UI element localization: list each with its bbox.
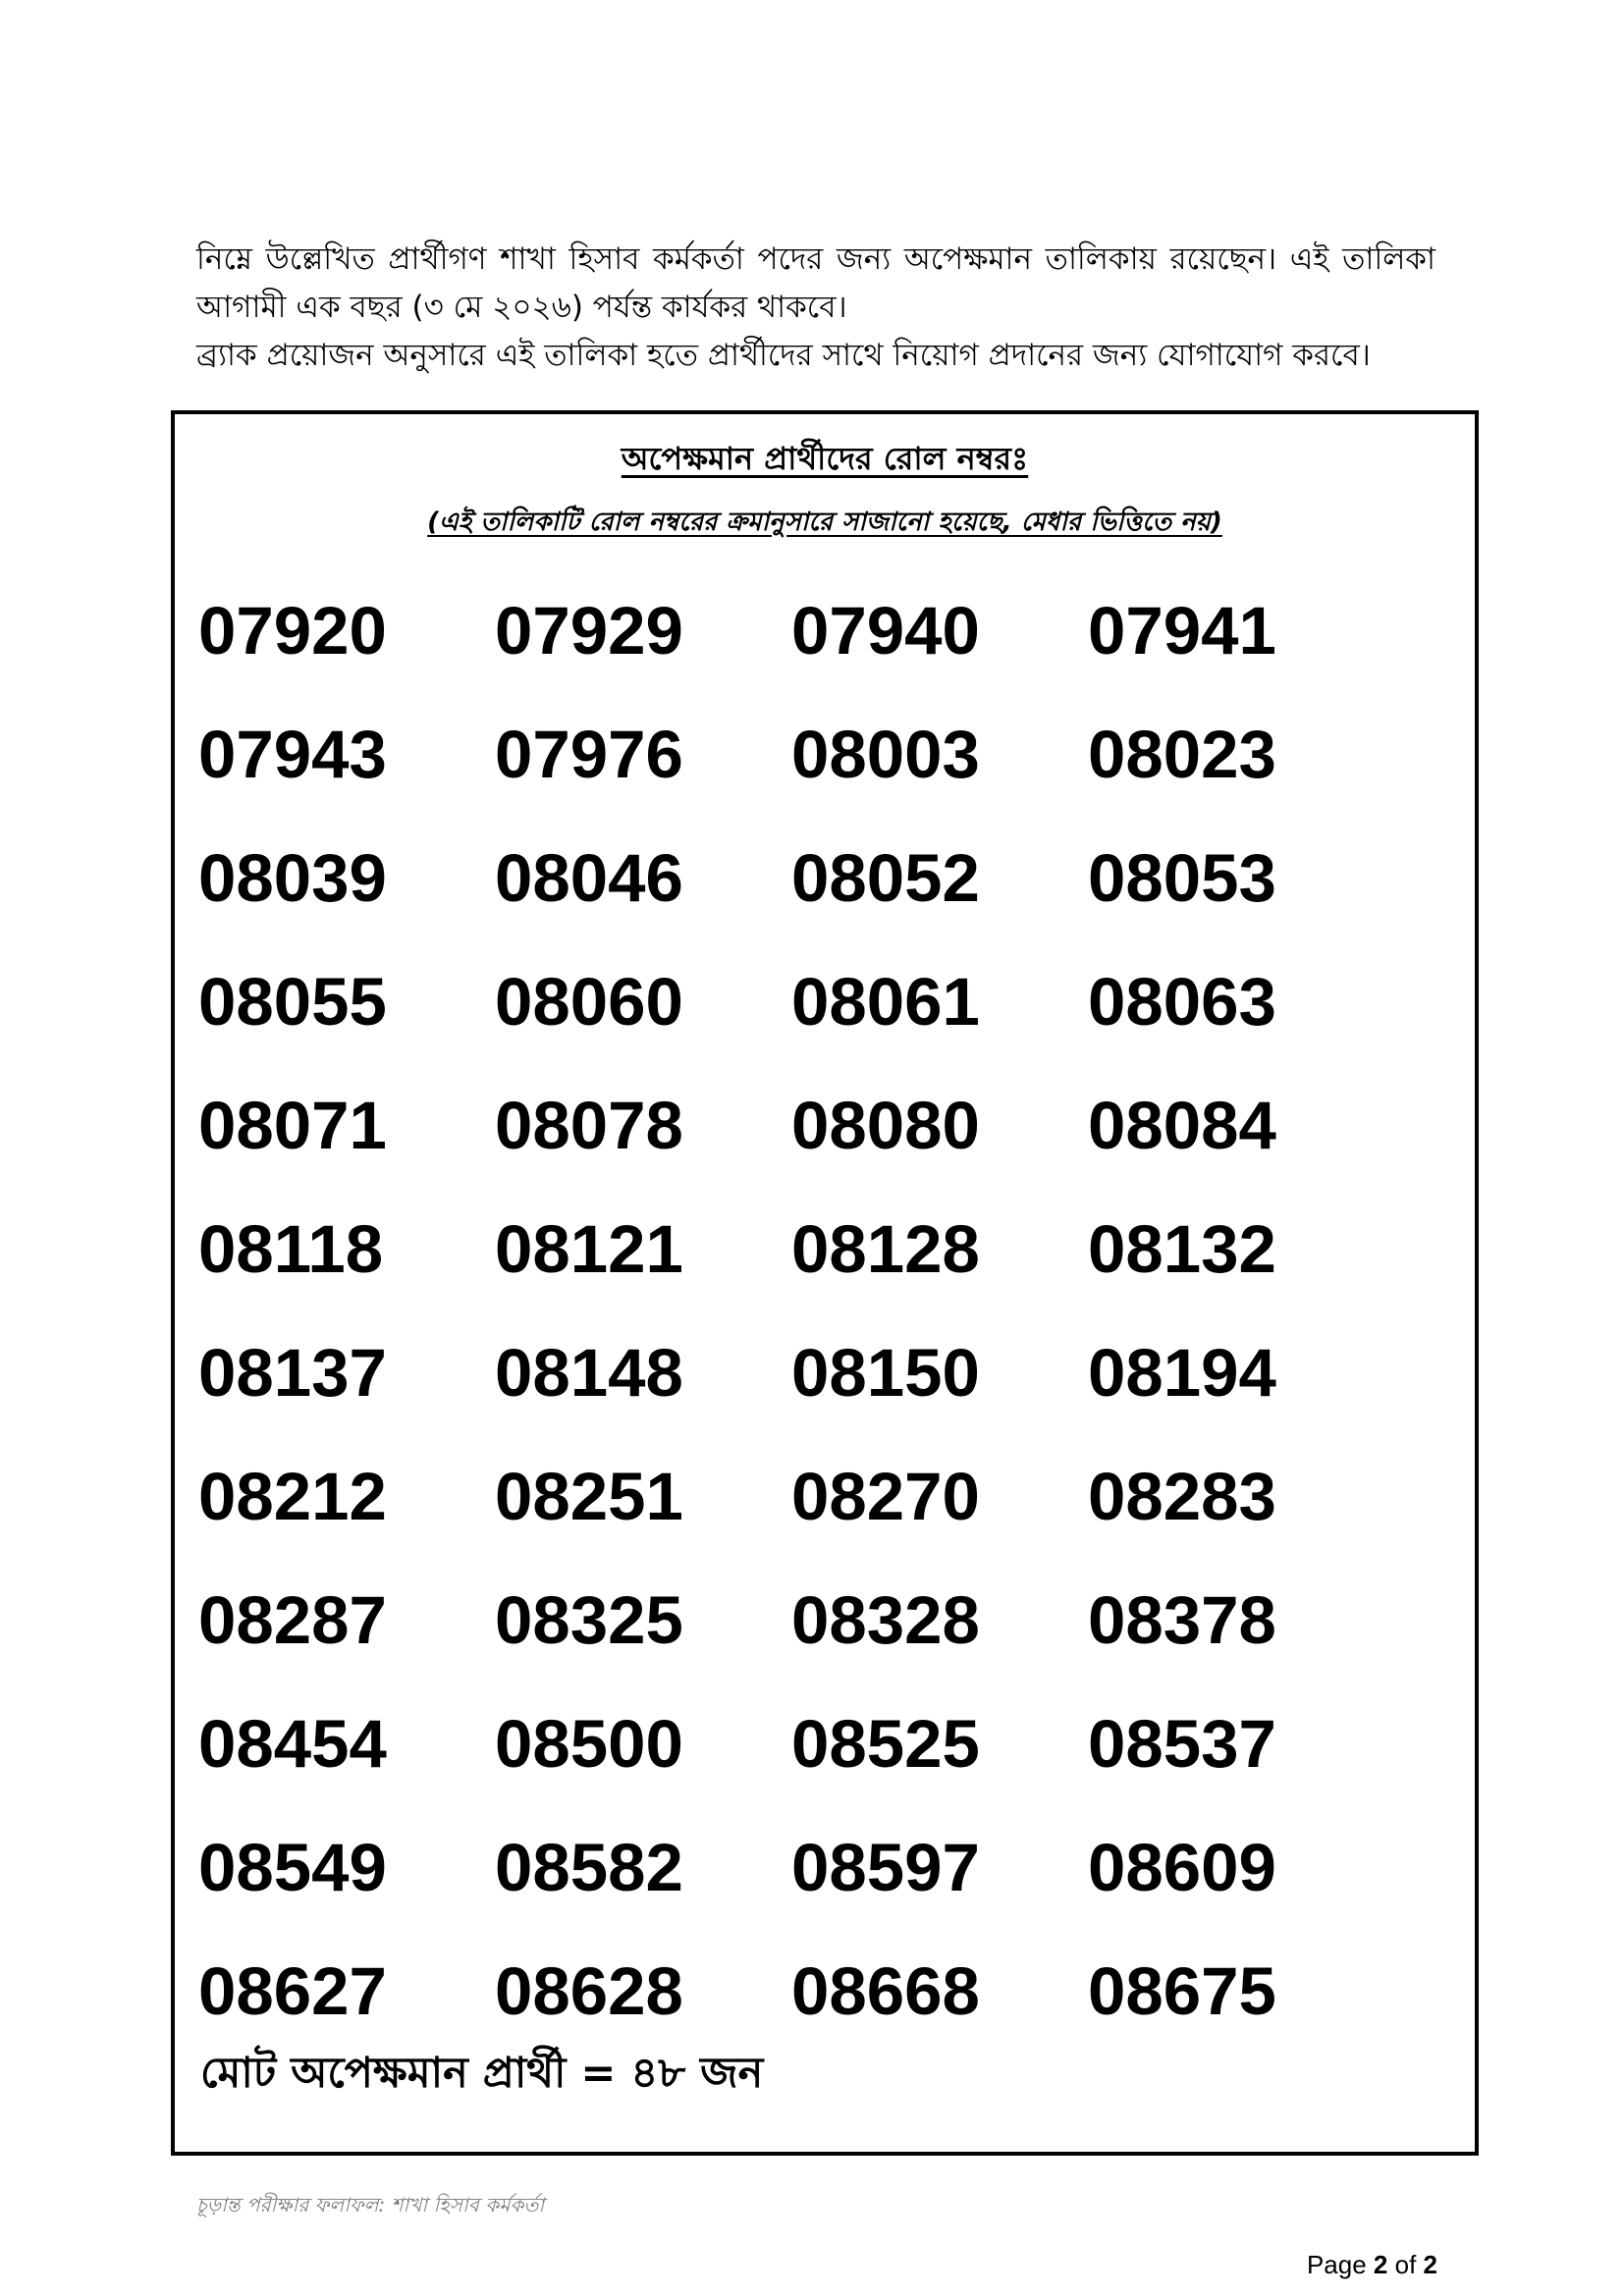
roll-number: 08287: [198, 1582, 387, 1658]
roll-number: 08053: [1088, 840, 1276, 916]
roll-number: 08251: [495, 1459, 683, 1534]
roll-number: 08055: [198, 964, 387, 1040]
waitlist-total: মোট অপেক্ষমান প্রার্থী = ৪৮ জন: [200, 2049, 764, 2098]
roll-number: 08084: [1088, 1088, 1276, 1163]
roll-number: 07940: [791, 593, 980, 668]
roll-number: 08454: [198, 1706, 387, 1782]
roll-number: 07920: [198, 593, 387, 668]
roll-number: 08150: [791, 1335, 980, 1411]
roll-number: 08328: [791, 1582, 980, 1658]
roll-number: 08668: [791, 1953, 980, 2029]
roll-number: 08525: [791, 1706, 980, 1782]
roll-number: 08132: [1088, 1211, 1276, 1287]
roll-number: 08549: [198, 1830, 387, 1905]
intro-paragraph-validity: নিম্নে উল্লেখিত প্রার্থীগণ শাখা হিসাব কর্মকর্তা পদের জন্য অপেক্ষমান তালিকায় রয়েছেন। এই তালিকা আগামী এক বছর (৩ মে ২০২৬) পর্যন্ত কার্যকর থাকবে।: [196, 241, 1435, 325]
roll-number: 08537: [1088, 1706, 1276, 1782]
roll-number: 08023: [1088, 717, 1276, 792]
roll-number: 08118: [198, 1211, 384, 1287]
roll-number: 08128: [791, 1211, 980, 1287]
roll-number: 08080: [791, 1088, 980, 1163]
roll-number: 08194: [1088, 1335, 1276, 1411]
roll-number: 08060: [495, 964, 683, 1040]
page-number: Page 2 of 2: [1306, 2250, 1437, 2279]
roll-number: 08078: [495, 1088, 683, 1163]
roll-number: 08121: [495, 1211, 683, 1287]
roll-number: 07943: [198, 717, 387, 792]
roll-number: 08628: [495, 1953, 683, 2029]
intro-text: [196, 236, 1435, 380]
roll-number: 08627: [198, 1953, 387, 2029]
roll-number: 08500: [495, 1706, 683, 1782]
footer-note: চূড়ান্ত পরীক্ষার ফলাফল: শাখা হিসাব কর্মকর্তা: [196, 2193, 545, 2216]
roll-number: 08582: [495, 1830, 683, 1905]
roll-number: 08212: [198, 1459, 387, 1534]
roll-number: 08039: [198, 840, 387, 916]
roll-number: 08378: [1088, 1582, 1276, 1658]
roll-number-grid: [198, 569, 1384, 2054]
waitlist-box: [171, 410, 1479, 2156]
roll-number: 07929: [495, 593, 683, 668]
roll-number: 08283: [1088, 1459, 1276, 1534]
roll-number: 08137: [198, 1335, 387, 1411]
roll-number: 08325: [495, 1582, 683, 1658]
roll-number: 08675: [1088, 1953, 1276, 2029]
intro-paragraph-contact: ব্র্যাক প্রয়োজন অনুসারে এই তালিকা হতে প্রার্থীদের সাথে নিয়োগ প্রদানের জন্য যোগাযোগ করবে।: [196, 338, 1371, 373]
roll-number: 08061: [791, 964, 980, 1040]
roll-number: 08270: [791, 1459, 980, 1534]
roll-number: 08071: [198, 1088, 387, 1163]
roll-number: 08609: [1088, 1830, 1276, 1905]
roll-number: 08597: [791, 1830, 980, 1905]
roll-number: 08003: [791, 717, 980, 792]
waitlist-title: অপেক্ষমান প্রার্থীদের রোল নম্বরঃ: [621, 440, 1029, 477]
roll-number: 07941: [1088, 593, 1276, 668]
waitlist-subtitle: (এই তালিকাটি রোল নম্বরের ক্রমানুসারে সাজানো হয়েছে, মেধার ভিত্তিতে নয়): [427, 507, 1222, 537]
roll-number: 08148: [495, 1335, 683, 1411]
roll-number: 07976: [495, 717, 683, 792]
roll-number: 08063: [1088, 964, 1276, 1040]
roll-number: 08052: [791, 840, 980, 916]
roll-number: 08046: [495, 840, 683, 916]
